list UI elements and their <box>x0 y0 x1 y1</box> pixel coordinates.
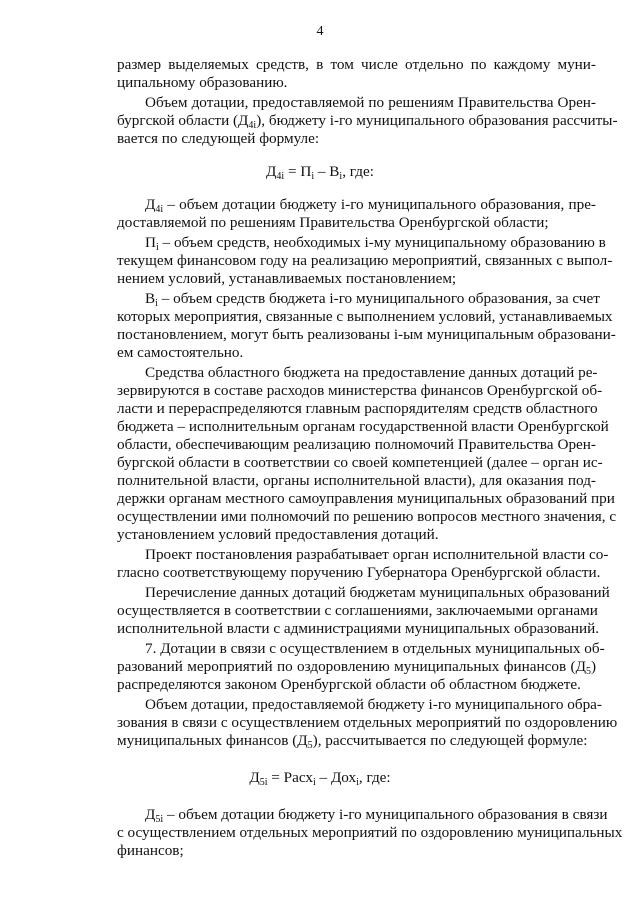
text-line: разований мероприятий по оздоровлению муниципальных финансов $(Д_5)$ <box>117 658 596 677</box>
text-line: Перечисление данных дотаций бюджетам муниципальных образований <box>145 584 610 601</box>
text-line: $Д_{5i}$ – объем дотации бюджету i-го муниципального образования в связи <box>145 806 608 825</box>
text-line: финансов; <box>117 842 184 859</box>
text-line: осуществляется в соответствии с соглашениями, заключаемыми органами <box>117 602 598 619</box>
text-line: нением условий, устанавливаемых постановлением; <box>117 270 457 287</box>
text-line: распределяются законом Оренбургской области об областном бюджете. <box>117 676 581 693</box>
text-line: зервируются в составе расходов министерства финансов Оренбургской об- <box>117 382 603 399</box>
text-line: доставляемой по решениям Правительства Оренбургской области; <box>117 214 549 231</box>
text-line: текущем финансовом году на реализацию мероприятий, связанных с выпол- <box>117 252 613 269</box>
text-line: осуществлении ими полномочий по решению вопросов местного значения, с <box>117 508 617 525</box>
text-line: держки органам местного самоуправления муниципальных образований при <box>117 490 615 507</box>
text-line: Объем дотации, предоставляемой по решениям Правительства Орен- <box>145 94 596 111</box>
text-line: Средства областного бюджета на предоставление данных дотаций ре- <box>145 364 598 381</box>
text-line: ласти и перераспределяются главным распорядителям средств областного <box>117 400 598 417</box>
text-line: бургской области в соответствии со своей компетенцией (далее – орган ис- <box>117 454 603 471</box>
text-line: бюджета – исполнительным органам государственной власти Оренбургской <box>117 418 609 435</box>
text-line: области, обеспечивающим реализацию полномочий Правительства Орен- <box>117 436 596 453</box>
page-number: 4 <box>316 24 324 39</box>
text-line: $В_i$ – объем средств бюджета i-го муниципального образования, за счет <box>145 290 600 309</box>
text-line: установлением условий предоставления дотаций. <box>117 526 439 543</box>
text-line: Проект постановления разрабатывает орган исполнительной власти со- <box>145 546 609 563</box>
text-line: $Д_{4i}$ – объем дотации бюджету i-го муниципального образования, пре- <box>145 196 596 215</box>
text-line: полнительной власти, органы исполнительной власти), для оказания под- <box>117 472 596 489</box>
text-line: вается по следующей формуле: <box>117 130 320 147</box>
text-line: ем самостоятельно. <box>117 344 244 361</box>
text-line: Объем дотации, предоставляемой бюджету i-го муниципального обра- <box>145 696 602 713</box>
text-line: которых мероприятия, связанные с выполнением условий, устанавливаемых <box>117 308 613 325</box>
text-line: 7. Дотации в связи с осуществлением в отдельных муниципальных об- <box>145 640 605 657</box>
formula: $Д_{4i} = П_i - В_i$, где: <box>266 163 374 182</box>
text-line: с осуществлением отдельных мероприятий по оздоровлению муниципальных <box>117 824 623 841</box>
text-line: ципальному образованию. <box>117 74 288 91</box>
text-line: постановлением, могут быть реализованы i-ым муниципальным образовани- <box>117 326 616 343</box>
text-line: зования в связи с осуществлением отдельных мероприятий по оздоровлению <box>117 714 618 731</box>
text-line: исполнительной власти с администрациями муниципальных образований. <box>117 620 600 637</box>
text-line: гласно соответствующему поручению Губернатора Оренбургской области. <box>117 564 601 581</box>
text-line: муниципальных финансов $(Д_5)$, рассчитывается по следующей формуле: <box>117 732 588 751</box>
text-line: бургской области $(Д_{4i})$, бюджету i-го муниципального образования рассчиты- <box>117 112 618 131</box>
text-line: $П_i$ – объем средств, необходимых i-му муниципальному образованию в <box>145 234 606 253</box>
text-line: размер выделяемых средств, в том числе отдельно по каждому муни- <box>117 56 596 73</box>
formula: $Д_{5i}$ = Расх$_i$ – Дох$_i$, где: <box>249 769 391 788</box>
